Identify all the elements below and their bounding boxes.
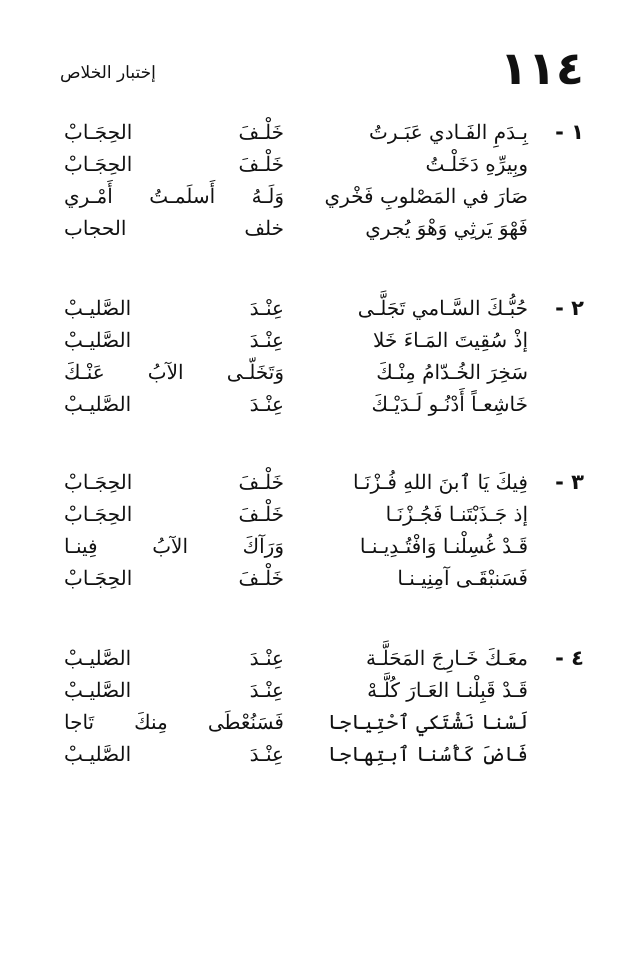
stanza-number: ٤ - xyxy=(555,646,584,670)
verse-first-half: سَخِرَ الخُـدّامُ مِنْـكَ xyxy=(376,360,528,384)
verse-second-half: خَلْـفَ الحِجَـابْ xyxy=(64,152,284,176)
verse-first-half: فِيكَ يَا ٱبنَ اللهِ فُـزْنَـا xyxy=(352,470,528,494)
verse-first-half: لَسْنا نَشْتَكي ٱحْتِياجا xyxy=(327,710,528,734)
verse-first-half: فَاضَ كَأْسُنا ٱبتِهاجا xyxy=(327,742,528,766)
verse-first-half: قَـدْ غُسِلْنـا وَافْتُـدِيـنـا xyxy=(359,534,528,558)
verse-second-half: عِنْـدَ الصَّليـبْ xyxy=(64,296,284,320)
stanza-number: ١ - xyxy=(555,120,584,144)
verse-second-half: فَسَنُعْطَى مِنكَ تَاجا xyxy=(64,710,284,734)
verse-first-half: بِـدَمِ الفَـادي عَبَـرتُ xyxy=(369,120,528,144)
verse-line xyxy=(60,292,584,324)
verse-line xyxy=(60,738,584,770)
page-header xyxy=(60,38,584,98)
verse-line xyxy=(60,466,584,498)
verse-second-half: عِنْـدَ الصَّليـبْ xyxy=(64,392,284,416)
verse-line xyxy=(60,356,584,388)
verse-first-half: قَـدْ قَبِلْنـا العَـارَ كُلَّـهْ xyxy=(367,678,528,702)
verse-first-half: إذ جَـذَبْتَنـا فَجُـزْنَـا xyxy=(385,502,528,526)
verse-second-half: خلف الحجاب xyxy=(64,216,284,240)
verse-line xyxy=(60,324,584,356)
verse-second-half: خَلْـفَ الحِجَـابْ xyxy=(64,502,284,526)
verse-second-half: عِنْـدَ الصَّليـبْ xyxy=(64,678,284,702)
verse-second-half: وَتَخَلّـى الآبُ عَنْـكَ xyxy=(64,360,284,384)
verse-first-half: إذْ سُقِيتَ المَـاءَ خَلا xyxy=(373,328,528,352)
stanza-2 xyxy=(60,292,584,420)
verse-line xyxy=(60,388,584,420)
verse-line xyxy=(60,116,584,148)
verse-second-half: خَلْـفَ الحِجَـابْ xyxy=(64,470,284,494)
verse-first-half: حُبُّـكَ السَّـامي تَجَلَّـى xyxy=(357,296,528,320)
verse-first-half: خَاشِعـاً أَدْنُـو لَـدَيْـكَ xyxy=(371,392,528,416)
verse-second-half: خَلْـفَ الحِجَـابْ xyxy=(64,120,284,144)
verse-line xyxy=(60,498,584,530)
verse-line xyxy=(60,148,584,180)
verse-first-half: صَارَ في المَصْلوبِ فَخْري xyxy=(324,184,528,208)
verse-line xyxy=(60,530,584,562)
verse-second-half: خَلْـفَ الحِجَـابْ xyxy=(64,566,284,590)
verse-second-half: عِنْـدَ الصَّليـبْ xyxy=(64,328,284,352)
verse-line xyxy=(60,212,584,244)
verse-first-half: فَسَنبْقَـى آمِنِيـنـا xyxy=(397,566,528,590)
verse-line xyxy=(60,674,584,706)
verse-line xyxy=(60,642,584,674)
stanza-number: ٢ - xyxy=(555,296,584,320)
verse-second-half: وَلَـهُ أَسلَمـتُ أَمْـري xyxy=(64,184,284,208)
stanza-4 xyxy=(60,642,584,770)
running-title: إختبار الخلاص xyxy=(60,63,156,83)
page-number: ١١٤ xyxy=(499,41,584,95)
stanza-3 xyxy=(60,466,584,594)
verse-line xyxy=(60,180,584,212)
verse-second-half: عِنْـدَ الصَّليـبْ xyxy=(64,742,284,766)
stanza-1 xyxy=(60,116,584,244)
verse-second-half: وَرَآكَ الآبُ فِينـا xyxy=(64,534,284,558)
verse-first-half: معَـكَ خَـارِجَ المَحَلَّـة xyxy=(365,646,528,670)
stanza-number: ٣ - xyxy=(555,470,584,494)
verse-line xyxy=(60,706,584,738)
verse-first-half: وبِيرِّهِ دَخَلْـتُ xyxy=(425,152,528,176)
verse-second-half: عِنْـدَ الصَّليـبْ xyxy=(64,646,284,670)
verse-line xyxy=(60,562,584,594)
verse-first-half: فَهْوَ يَرثِي وَهْوَ يُجري xyxy=(365,216,528,240)
